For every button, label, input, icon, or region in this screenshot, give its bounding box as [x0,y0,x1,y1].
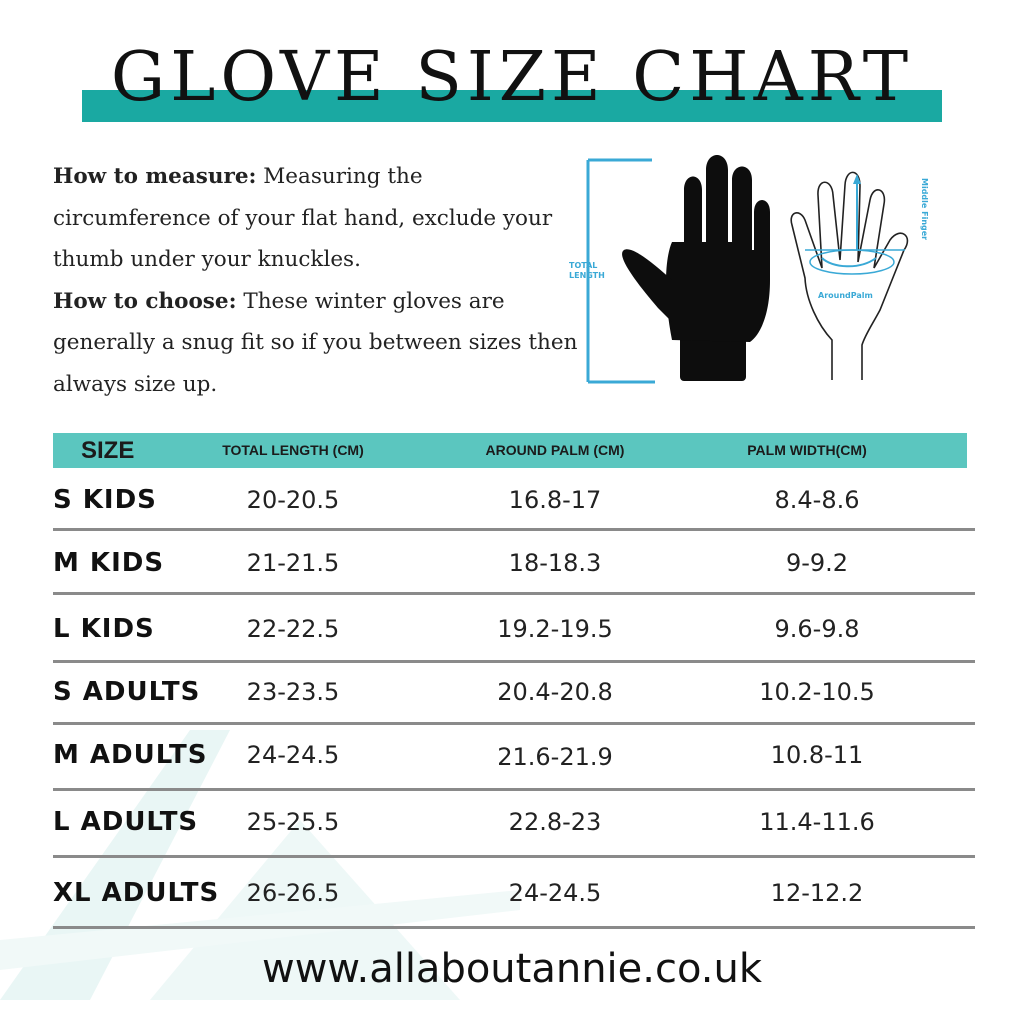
around-palm-cell: 18-18.3 [508,549,602,577]
glove-icon [622,155,770,381]
column-header-total-length: TOTAL LENGTH (CM) [222,442,364,458]
measure-label: How to measure: [53,164,257,189]
table-row [53,873,975,913]
total-length-cell: 23-23.5 [246,678,340,706]
hand-outline-icon [791,172,907,380]
column-header-around-palm: AROUND PALM (CM) [485,442,625,458]
size-cell: S KIDS [53,485,157,515]
palm-width-cell: 12-12.2 [770,879,864,907]
svg-text:LENGTH: LENGTH [569,271,605,280]
around-palm-cell: 24-24.5 [508,879,602,907]
svg-text:AroundPalm: AroundPalm [818,291,873,300]
page-title: GLOVE SIZE CHART [110,38,914,117]
table-row [53,735,975,775]
choose-label: How to choose: [53,288,237,314]
around-palm-cell: 19.2-19.5 [497,615,613,643]
row-divider [53,660,975,663]
measure-text: Measuring the circumference of your flat hand, exclude your thumb under your knuckles. [53,164,553,272]
total-length-cell: 25-25.5 [246,808,340,836]
size-cell: M KIDS [53,548,165,578]
intro-text [53,156,583,405]
total-length-cell: 21-21.5 [246,549,340,577]
table-row [53,480,975,520]
row-divider [53,528,975,531]
choose-text: These winter gloves are generally a snug fit so if you between sizes then always size up. [53,288,578,397]
column-header-palm-width: PALM WIDTH(CM) [747,442,867,458]
row-divider [53,926,975,929]
around-palm-cell: 21.6-21.9 [497,743,613,771]
footer-website-url: www.allaboutannie.co.uk [262,946,762,992]
total-length-cell: 26-26.5 [246,879,340,907]
around-palm-cell: 16.8-17 [508,486,602,514]
palm-width-cell: 9-9.2 [785,549,849,577]
column-header-size: SIZE [81,437,135,464]
total-length-cell: 22-22.5 [246,615,340,643]
svg-text:TOTAL: TOTAL [569,261,598,270]
row-divider [53,788,975,791]
palm-width-cell: 10.2-10.5 [759,678,875,706]
size-cell: XL ADULTS [53,878,220,908]
size-cell: L ADULTS [53,807,199,837]
palm-width-cell: 11.4-11.6 [759,808,875,836]
row-divider [53,722,975,725]
table-row [53,802,975,842]
around-palm-cell: 20.4-20.8 [497,678,613,706]
total-length-cell: 24-24.5 [246,741,340,769]
table-row [53,609,975,649]
palm-width-cell: 8.4-8.6 [774,486,860,514]
size-cell: L KIDS [53,614,155,644]
total-length-cell: 20-20.5 [246,486,340,514]
table-row [53,672,975,712]
around-palm-cell: 22.8-23 [508,808,602,836]
size-cell: S ADULTS [53,677,201,707]
row-divider [53,592,975,595]
table-header [53,433,967,468]
palm-width-cell: 10.8-11 [770,741,864,769]
measurement-illustration [560,150,950,395]
row-divider [53,855,975,858]
svg-text:Middle Finger: Middle Finger [920,178,929,241]
palm-width-cell: 9.6-9.8 [774,615,860,643]
table-row [53,543,975,583]
size-cell: M ADULTS [53,740,208,770]
